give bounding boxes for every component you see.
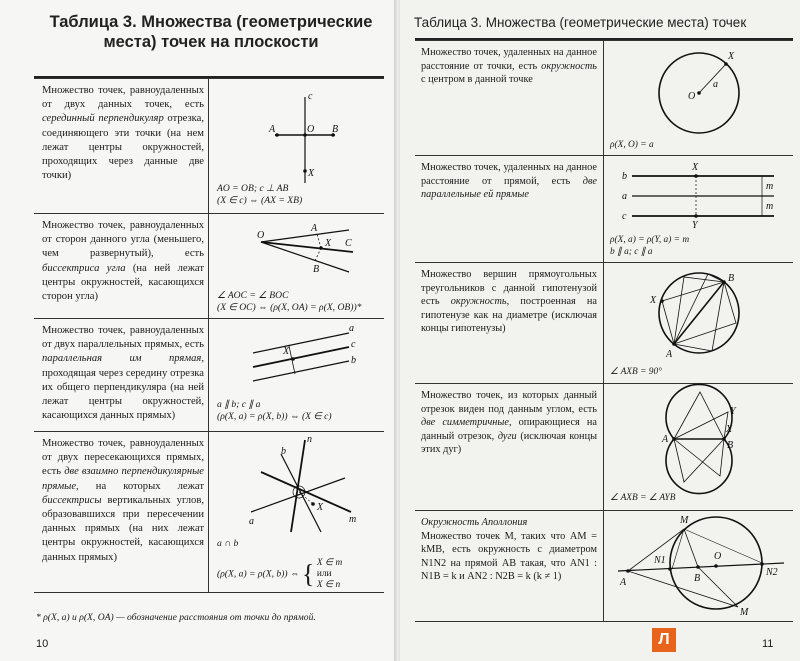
svg-text:X: X (726, 424, 733, 435)
table-row (415, 384, 793, 511)
row-figure (604, 511, 793, 621)
table-row (34, 214, 384, 319)
svg-text:c: c (622, 211, 627, 222)
table-row (415, 263, 793, 384)
svg-text:B: B (313, 264, 320, 275)
apollonius-circle-diagram (604, 511, 793, 616)
row-formula: ρ(X, a) = ρ(Y, a) = m b ∥ a; c ∥ a (610, 235, 690, 257)
row-formula: ∠ AXB = ∠ AYB (610, 493, 676, 503)
footnote: * ρ(X, a) и ρ(X, OA) — обозначение расстояния от точки до прямой. (36, 612, 316, 623)
symmetric-arcs-diagram (604, 384, 793, 492)
svg-text:M: M (680, 515, 689, 526)
page-title: Таблица 3. Множества (геометрические места) точек на плоскости (49, 13, 373, 51)
table-row (415, 156, 793, 263)
row-figure (209, 432, 384, 592)
row-figure (209, 214, 384, 318)
apollonius-text: Множество точек M, таких что AM = kMB, есть окружность с диаметром N1N2 на прямой AB такая, что AN1 : N1B = k и AN2 : N2B = k (k ≠ 1) (421, 530, 597, 583)
svg-text:m: m (766, 201, 774, 212)
row-formula: AO = OB; c ⊥ AB (X ∈ c) ⇔ (AX = XB) (217, 183, 303, 206)
row-description: Множество вершин прямоугольных треугольников с данной гипотенузой есть окружность, построенная на гипотенузе как на диаметре (исключая концы гипотенузы) (415, 263, 604, 383)
svg-text:B: B (728, 273, 735, 284)
svg-text:a: a (249, 516, 254, 527)
svg-text:b: b (281, 446, 286, 457)
loci-table-right (415, 38, 793, 622)
parallel-distance-diagram (604, 156, 793, 234)
intersecting-lines-diagram (209, 432, 384, 542)
svg-text:C: C (345, 238, 352, 249)
svg-text:X: X (692, 162, 699, 173)
row-formula: ∠ AOC = ∠ BOC (X ∈ OC) ⇔ (ρ(X, OA) = ρ(X, OB))* (217, 290, 362, 313)
page-title: Таблица 3. Множества (геометрические места) точек (414, 15, 747, 30)
row-formula: a ∩ b (ρ(X, a) = ρ(X, b)) ⇔ { X ∈ m или X ∈ n (217, 538, 343, 590)
svg-text:X: X (650, 295, 657, 306)
row-description: Множество точек, равноудаленных от двух параллельных прямых, есть параллельная им прямая, проходящая через середину отрезка их общего перпендикуляра (на ней лежат центры окружностей, касающихся данных прямых) (34, 319, 209, 431)
row-formula: ρ(X, O) = a (610, 140, 654, 150)
svg-text:A: A (620, 577, 627, 588)
svg-text:n: n (307, 434, 312, 445)
svg-text:O: O (307, 124, 315, 135)
perpendicular-bisector-diagram (209, 79, 384, 179)
table-row (34, 432, 384, 593)
svg-text:N1: N1 (654, 555, 666, 566)
row-figure (209, 319, 384, 431)
page-number: 10 (36, 638, 49, 650)
loci-table-left (34, 76, 384, 593)
apollonius-heading: Окружность Аполлония (421, 517, 528, 528)
table-row (34, 78, 384, 214)
right-page (400, 0, 800, 661)
row-formula: a ∥ b; c ∥ a (ρ(X, a) = ρ(X, b)) ⇔ (X ∈ c) (217, 399, 332, 422)
thales-circle-diagram (604, 263, 793, 363)
table-row (415, 40, 793, 156)
svg-text:b: b (622, 171, 627, 182)
parallel-lines-diagram (209, 319, 384, 399)
table-row (415, 511, 793, 622)
svg-text:N2: N2 (766, 567, 778, 578)
svg-text:X: X (325, 238, 332, 249)
row-figure (604, 384, 793, 510)
row-figure (604, 156, 793, 262)
svg-text:X: X (317, 502, 324, 513)
svg-text:B: B (332, 124, 339, 135)
row-description: Множество точек, равноудаленных от сторон данного угла (меньшего, чем развернутый), есть биссектриса угла (на ней лежат центры окружностей, касающихся сторон угла) (34, 214, 209, 318)
row-figure (209, 79, 384, 213)
svg-text:b: b (351, 355, 356, 366)
svg-text:O: O (257, 230, 265, 241)
svg-text:A: A (269, 124, 276, 135)
left-page (0, 0, 396, 661)
svg-text:X: X (283, 346, 290, 357)
row-description: Множество точек, из которых данный отрезок виден под данным углом, есть две симметричные, опирающиеся на данный отрезок, дуги (исключая концы этих дуг) (415, 384, 604, 510)
svg-text:a: a (622, 191, 627, 202)
table-row (34, 319, 384, 432)
row-description: Множество точек, равноудаленных от двух пересекающихся прямых, есть две взаимно перпендикулярные прямые, на которых лежат биссектрисы вертикальных углов, образовавшихся при пересечении данных прямых (на них лежат центры окружностей, касающихся данных прямых) (34, 432, 209, 592)
svg-text:A: A (666, 349, 673, 360)
svg-text:A: A (662, 434, 669, 445)
page-number: 11 (762, 638, 774, 650)
row-formula: ∠ AXB = 90° (610, 367, 662, 377)
angle-bisector-diagram (209, 214, 384, 289)
svg-text:A: A (311, 223, 318, 234)
svg-text:X: X (308, 168, 315, 179)
publisher-logo: Л (652, 628, 676, 652)
svg-text:c: c (351, 339, 356, 350)
svg-text:a: a (349, 323, 354, 334)
svg-text:B: B (694, 573, 701, 584)
svg-text:Y: Y (730, 406, 736, 417)
svg-text:m: m (766, 181, 774, 192)
row-description: Множество точек, равноудаленных от двух данных точек, есть серединный перпендикуляр отрезка, соединяющего эти точки (на нем лежат центры окружностей, проходящих через данные две точки) (34, 79, 209, 213)
svg-text:c: c (308, 91, 313, 102)
svg-text:Y: Y (692, 220, 698, 231)
svg-text:m: m (349, 514, 357, 525)
row-description: Множество точек, удаленных на данное расстояние от точки, есть окружность с центром в данной точке (415, 41, 604, 155)
row-description (415, 511, 604, 621)
svg-text:a: a (713, 79, 718, 90)
row-description: Множество точек, удаленных на данное расстояние от прямой, есть две параллельные ей прямые (415, 156, 604, 262)
row-figure (604, 41, 793, 155)
svg-text:O: O (688, 91, 696, 102)
svg-text:B: B (727, 440, 734, 451)
svg-text:M: M (740, 607, 749, 618)
circle-locus-diagram (604, 41, 793, 136)
row-figure (604, 263, 793, 383)
svg-text:X: X (728, 51, 735, 62)
svg-text:O: O (714, 551, 722, 562)
